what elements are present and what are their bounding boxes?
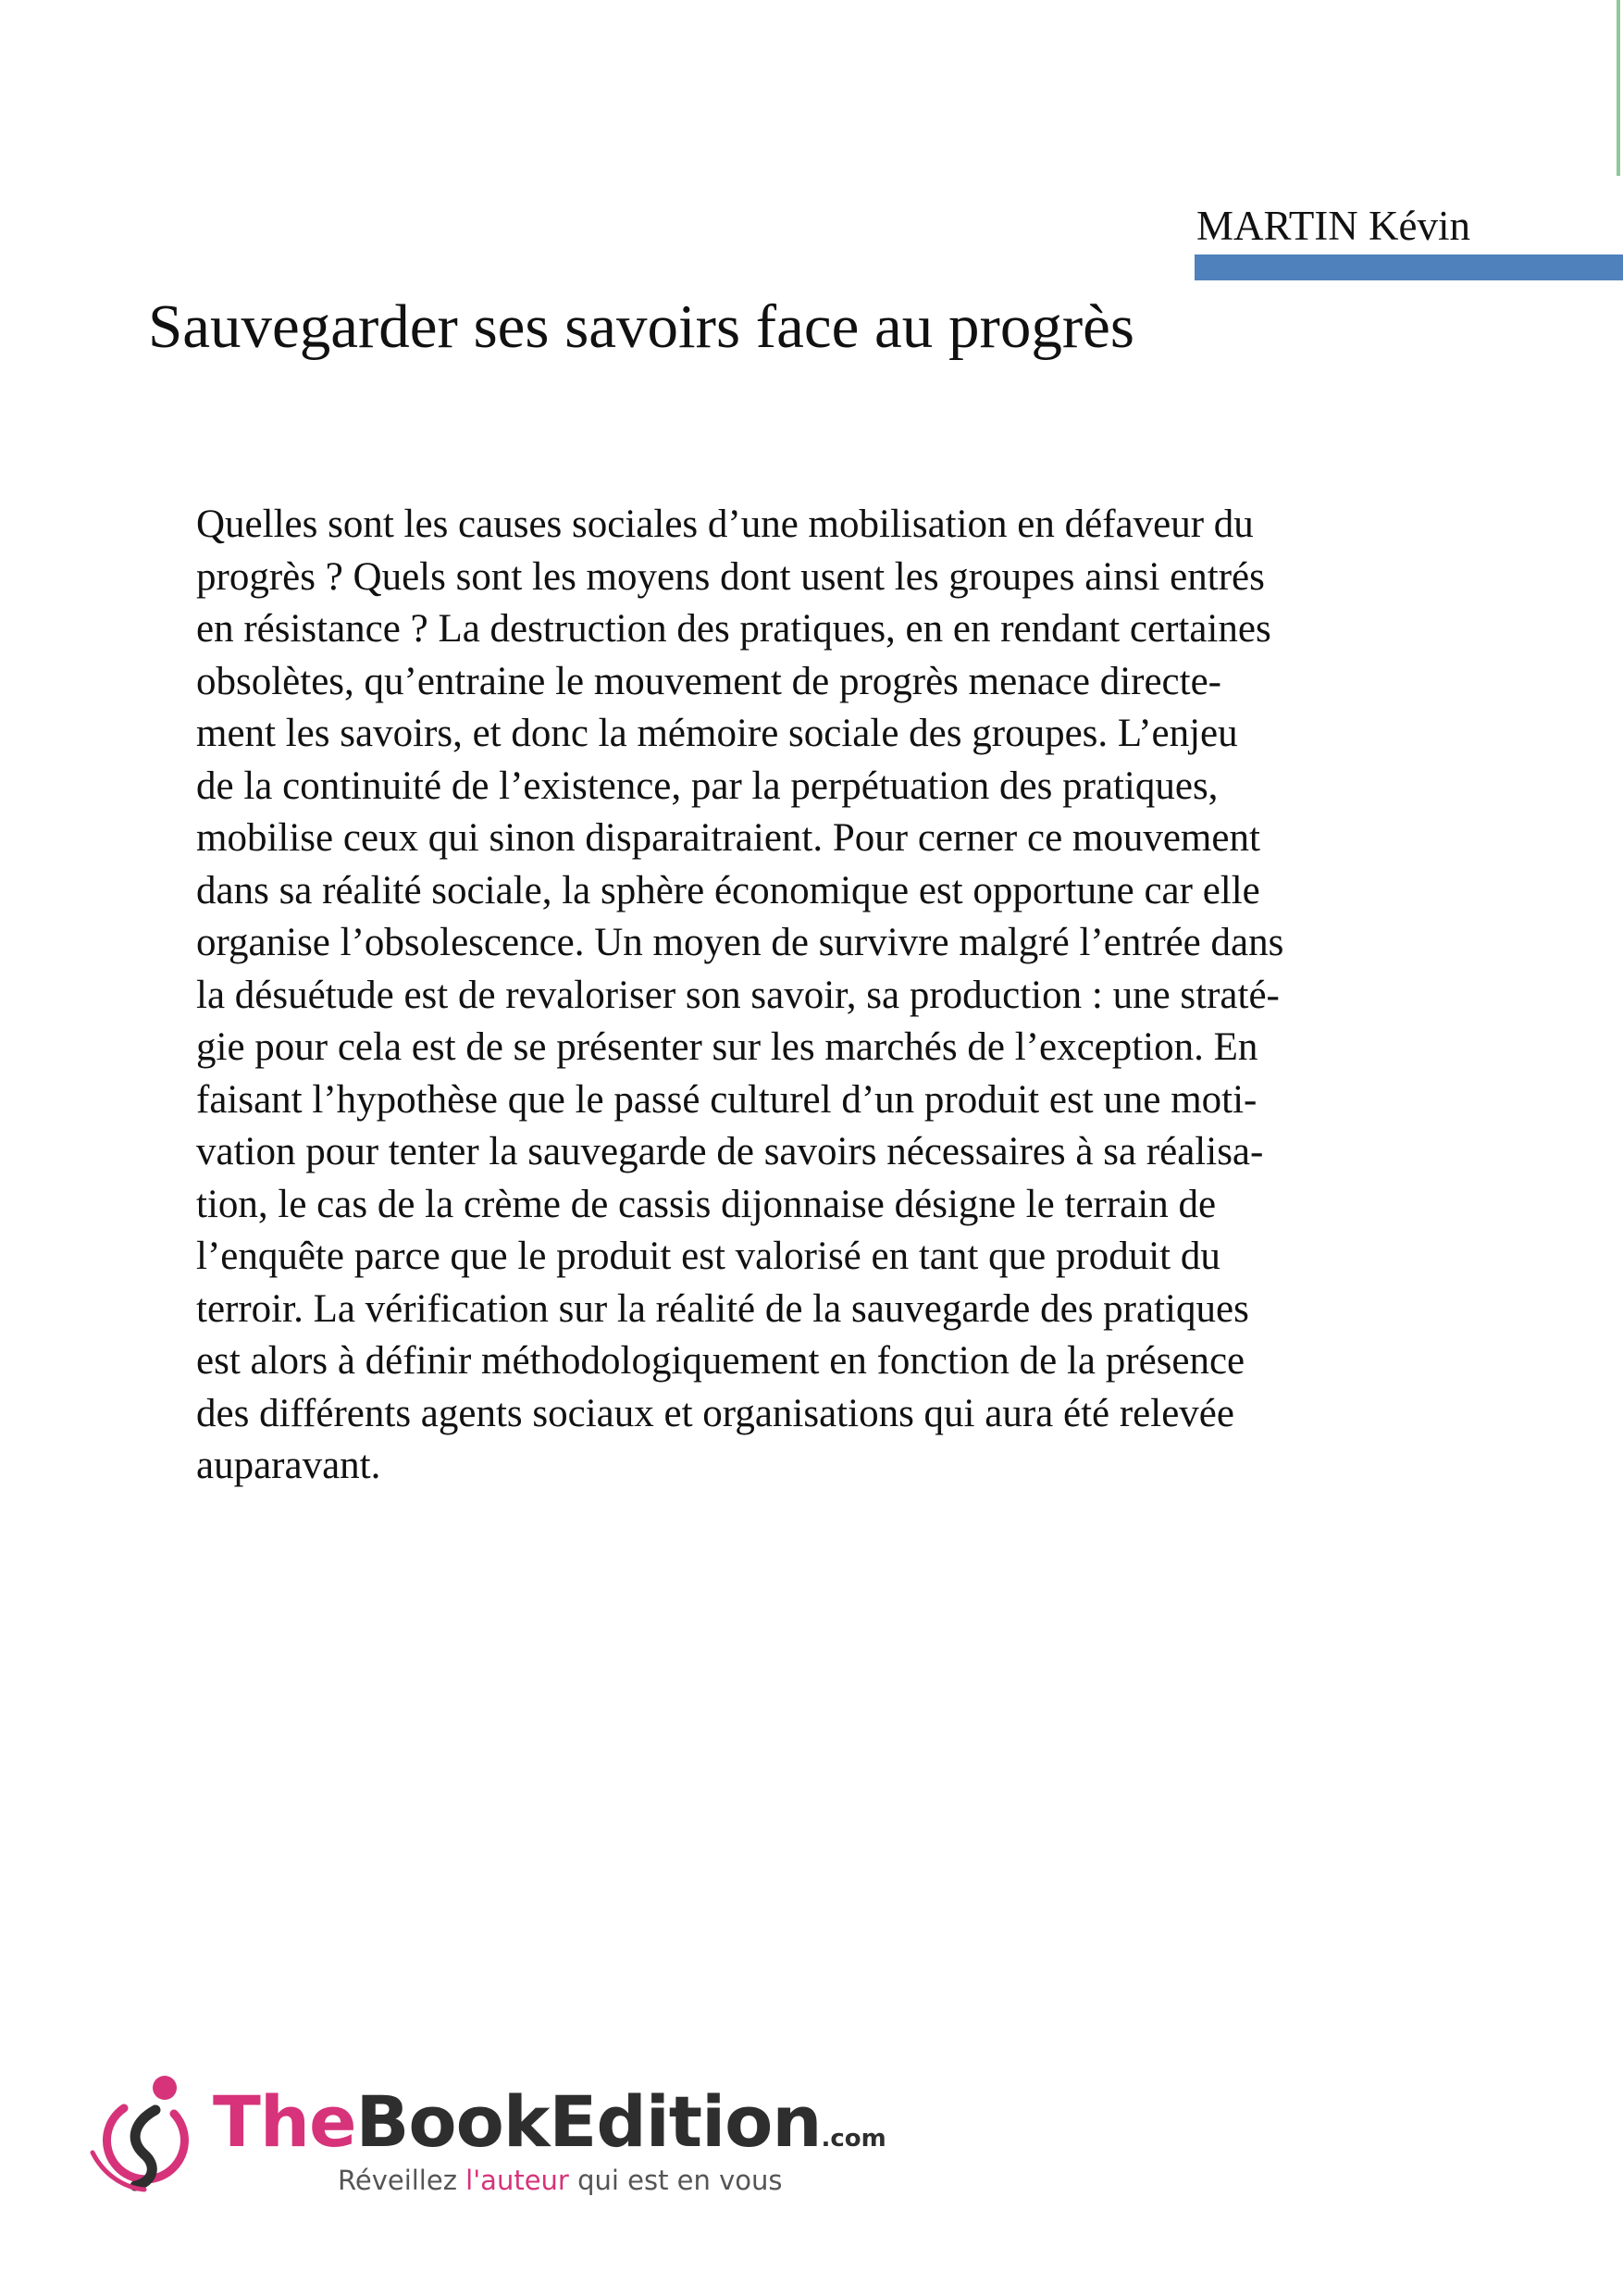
- reader-figure-icon: [83, 2073, 204, 2203]
- abstract-line: progrès ? Quels sont les moyens dont usent les groupes ainsi entrés: [196, 554, 1265, 599]
- document-title: Sauvegarder ses savoirs face au progrès: [148, 292, 1134, 361]
- abstract-line: la désuétude est de revaloriser son savoir, sa production : une straté-: [196, 973, 1280, 1017]
- tagline-highlight: l'auteur: [465, 2165, 569, 2196]
- logo-tagline: [338, 2164, 783, 2197]
- author-name: MARTIN Kévin: [1196, 203, 1471, 249]
- abstract-line: Quelles sont les causes sociales d’une mobilisation en défaveur du: [196, 503, 1254, 546]
- abstract-line: en résistance ? La destruction des pratiques, en en rendant certaines: [196, 607, 1271, 651]
- abstract-line: ment les savoirs, et donc la mémoire sociale des groupes. L’enjeu: [196, 712, 1238, 755]
- logo-word-the: The: [213, 2080, 356, 2163]
- thebookedition-logo: [83, 2073, 886, 2212]
- logo-word-domain: .com: [821, 2125, 886, 2153]
- logo-word-bookedition: BookEdition: [355, 2080, 822, 2163]
- abstract-line: est alors à définir méthodologiquement en fonction de la présence: [196, 1339, 1245, 1383]
- abstract-line: obsolètes, qu’entraine le mouvement de progrès menace directe-: [196, 659, 1221, 703]
- abstract-line: faisant l’hypothèse que le passé culturel d’un produit est une moti-: [196, 1077, 1258, 1122]
- abstract-line: mobilise ceux qui sinon disparaitraient. Pour cerner ce mouvement: [196, 816, 1260, 860]
- tagline-end: qui est en vous: [568, 2165, 783, 2196]
- abstract-line: organise l’obsolescence. Un moyen de survivre malgré l’entrée dans: [196, 921, 1284, 964]
- abstract-line: gie pour cela est de se présenter sur les marchés de l’exception. En: [196, 1025, 1258, 1069]
- abstract-line: vation pour tenter la sauvegarde de savoirs nécessaires à sa réalisa-: [196, 1130, 1264, 1173]
- author-accent-bar: [1195, 254, 1623, 280]
- abstract-line: auparavant.: [196, 1444, 381, 1487]
- abstract-paragraph: [196, 499, 1399, 1493]
- page-edge-line: [1617, 0, 1620, 176]
- abstract-line: dans sa réalité sociale, la sphère économique est opportune car elle: [196, 868, 1260, 912]
- abstract-line: tion, le cas de la crème de cassis dijonnaise désigne le terrain de: [196, 1182, 1217, 1226]
- abstract-line: terroir. La vérification sur la réalité de la sauvegarde des pratiques: [196, 1286, 1249, 1331]
- abstract-line: de la continuité de l’existence, par la perpétuation des pratiques,: [196, 763, 1219, 808]
- abstract-line: des différents agents sociaux et organisations qui aura été relevée: [196, 1391, 1234, 1435]
- tagline-start: Réveillez: [338, 2165, 466, 2196]
- abstract-line: l’enquête parce que le produit est valorisé en tant que produit du: [196, 1235, 1220, 1278]
